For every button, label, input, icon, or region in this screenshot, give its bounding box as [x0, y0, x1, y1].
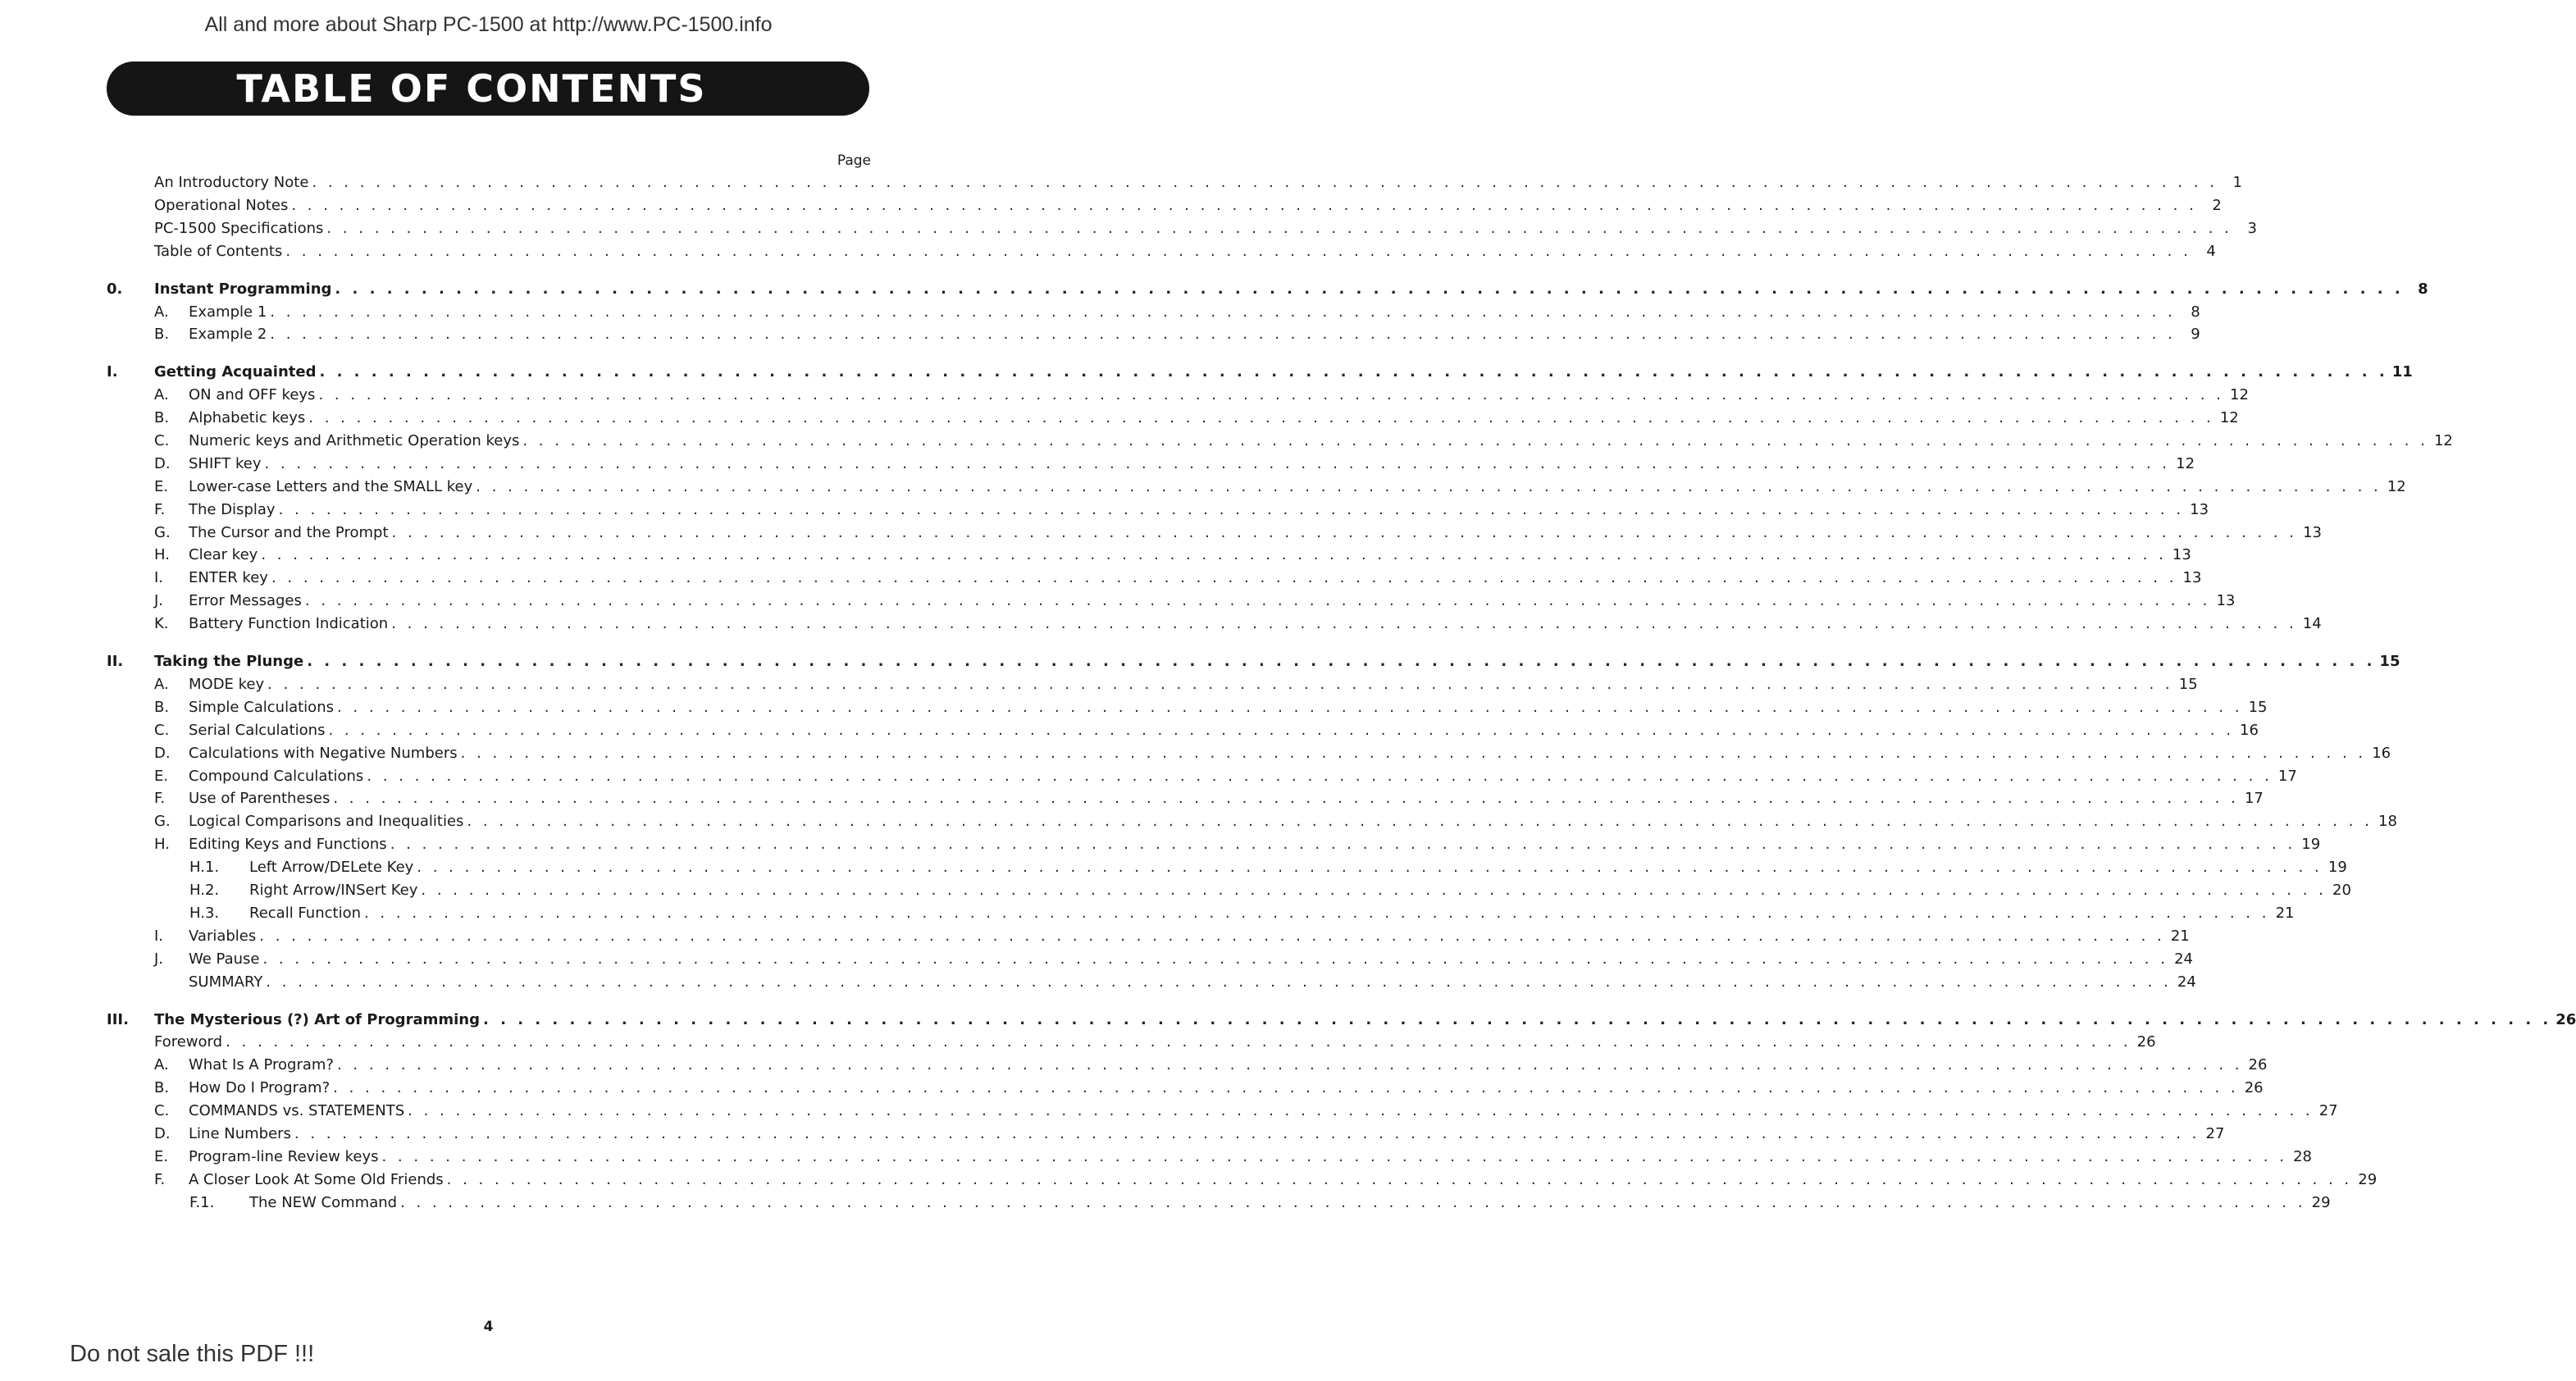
toc-entry-line: [154, 478, 2406, 499]
toc-entry-line: [154, 1056, 2268, 1078]
entry-letter: B.: [154, 699, 170, 716]
entry-label: Battery Function Indication: [189, 615, 389, 632]
entry-letter: F.1.: [189, 1194, 215, 1211]
entry-page: 4: [2206, 243, 2216, 260]
entry-page: 2: [2212, 197, 2222, 214]
toc-entry-line: [154, 197, 2222, 218]
entry-letter: C.: [154, 1102, 170, 1119]
entry-page: 26: [2248, 1056, 2268, 1073]
entry-label: An Introductory Note: [154, 174, 309, 191]
dot-leader: . . . . . . . . . . . . . . . . . . . . . . . . . . . . . . . . . . . . . . . . . . . . . . . . . . . . . . . . . . . . . . . . . . . . . . . . . . . . . . . . . . . . . . . . . . . . . . . . . . . . . . . . . . . . . . . . . . . . . . . .: [446, 1171, 2353, 1188]
entry-label: Error Messages: [189, 592, 302, 609]
dot-leader: . . . . . . . . . . . . . . . . . . . . . . . . . . . . . . . . . . . . . . . . . . . . . . . . . . . . . . . . . . . . . . . . . . . . . . . . . . . . . . . . . . . . . . . . . . . . . . . . . . . . . . . . . . . . . . . . . . . . . . . .: [367, 768, 2273, 785]
entry-page: 19: [2301, 836, 2321, 853]
toc-entry: [0, 836, 2321, 857]
dot-leader: . . . . . . . . . . . . . . . . . . . . . . . . . . . . . . . . . . . . . . . . . . . . . . . . . . . . . . . . . . . . . . . . . . . . . . . . . . . . . . . . . . . . . . . . . . . . . . . . . . . . . . . . . . . . . . . . . . . . . . . .: [408, 1102, 2314, 1119]
dot-leader: . . . . . . . . . . . . . . . . . . . . . . . . . . . . . . . . . . . . . . . . . . . . . . . . . . . . . . . . . . . . . . . . . . . . . . . . . . . . . . . . . . . . . . . . . . . . . . . . . . . . . . . . . . . . . . . . . . . . . . . .: [467, 813, 2373, 830]
toc-entry-line: [154, 1079, 2264, 1101]
entry-label: We Pause: [189, 950, 260, 968]
dot-leader: . . . . . . . . . . . . . . . . . . . . . . . . . . . . . . . . . . . . . . . . . . . . . . . . . . . . . . . . . . . . . . . . . . . . . . . . . . . . . . . . . . . . . . . . . . . . . . . . . . . . . . . . . . . . . . . . . . . . . . . .: [270, 303, 2176, 321]
toc-entry: [0, 546, 2191, 567]
entry-label: Operational Notes: [154, 197, 289, 214]
entry-letter: C.: [154, 432, 170, 449]
entry-label: The NEW Command: [249, 1194, 398, 1211]
entry-label: How Do I Program?: [189, 1079, 331, 1096]
toc-entry: [0, 928, 2190, 949]
entry-label: Simple Calculations: [189, 699, 334, 716]
toc-entry-line: [154, 928, 2190, 949]
dot-leader: . . . . . . . . . . . . . . . . . . . . . . . . . . . . . . . . . . . . . . . . . . . . . . . . . . . . . . . . . . . . . . . . . . . . . . . . . . . . . . . . . . . . . . . . . . . . . . . . . . . . . . . . . . . . . . . . . . . . . . . .: [226, 1033, 2131, 1051]
toc-entry: [0, 1125, 2225, 1146]
entry-letter: D.: [154, 745, 171, 762]
dot-leader: . . . . . . . . . . . . . . . . . . . . . . . . . . . . . . . . . . . . . . . . . . . . . . . . . . . . . . . . . . . . . . . . . . . . . . . . . . . . . . . . . . . . . . . . . . . . . . . . . . . . . . . . . . . . . . . . . . . . . . . .: [262, 950, 2168, 968]
toc-entry-line: [154, 813, 2397, 834]
toc-entry-line: [189, 859, 2347, 880]
toc-entry-line: [154, 1125, 2225, 1146]
toc-entry-line: [154, 303, 2200, 325]
dot-leader: . . . . . . . . . . . . . . . . . . . . . . . . . . . . . . . . . . . . . . . . . . . . . . . . . . . . . . . . . . . . . . . . . . . . . . . . . . . . . . . . . . . . . . . . . . . . . . . . . . . . . . . . . . . . . . . . . . . . . . . .: [278, 501, 2185, 518]
toc-entry-line: [154, 174, 2242, 195]
entry-letter: F.: [154, 501, 166, 518]
entry-letter: J.: [154, 950, 164, 968]
entry-letter: B.: [154, 1079, 170, 1096]
toc-entry: [0, 432, 2453, 453]
entry-letter: B.: [154, 409, 170, 426]
toc-entry: [0, 1011, 2576, 1032]
entry-label: PC-1500 Specifications: [154, 220, 324, 237]
toc-entry: [0, 1194, 2331, 1215]
entry-letter: I.: [154, 928, 164, 945]
entry-letter: G.: [154, 813, 171, 830]
toc-entry: [0, 973, 2196, 995]
entry-page: 28: [2293, 1148, 2312, 1165]
dot-leader: . . . . . . . . . . . . . . . . . . . . . . . . . . . . . . . . . . . . . . . . . . . . . . . . . . . . . . . . . . . . . . . . . . . . . . . . . . . . . . . . . . . . . . . . . . . . . . . . . . . . . . . . . . . . . . . . . . . . . . . .: [336, 1056, 2243, 1073]
toc-entry: [0, 768, 2297, 789]
toc-entry: [0, 501, 2209, 522]
toc-entry-line: [189, 1194, 2331, 1215]
entry-letter: C.: [154, 722, 170, 739]
section-number: III.: [107, 1011, 129, 1028]
entry-page: 16: [2372, 745, 2391, 762]
entry-page: 13: [2182, 569, 2202, 586]
entry-page: 24: [2174, 950, 2193, 968]
dot-leader: . . . . . . . . . . . . . . . . . . . . . . . . . . . . . . . . . . . . . . . . . . . . . . . . . . . . . . . . . . . . . . . . . . . . . . . . . . . . . . . . . . . . . . . . . . . . . . . . . . . . . . . . . . . . . . . . . . . . . . . .: [261, 546, 2167, 563]
entry-page: 29: [2358, 1171, 2378, 1188]
entry-page: 26: [2244, 1079, 2264, 1096]
toc-entry: [0, 1079, 2264, 1101]
toc-entry-line: [154, 280, 2428, 302]
entry-label: Numeric keys and Arithmetic Operation keys: [189, 432, 520, 449]
entry-label: Instant Programming: [154, 280, 332, 298]
dot-leader: . . . . . . . . . . . . . . . . . . . . . . . . . . . . . . . . . . . . . . . . . . . . . . . . . . . . . . . . . . . . . . . . . . . . . . . . . . . . . . . . . . . . . . . . . . . . . . . . . . . . . . . . . . . . . . . . . . . . . . . .: [476, 478, 2382, 495]
entry-page: 15: [2248, 699, 2268, 716]
entry-label: Foreword: [154, 1033, 223, 1051]
entry-page: 11: [2391, 363, 2413, 381]
toc-entry-line: [154, 615, 2322, 636]
toc-entry: [0, 676, 2198, 697]
dot-leader: . . . . . . . . . . . . . . . . . . . . . . . . . . . . . . . . . . . . . . . . . . . . . . . . . . . . . . . . . . . . . . . . . . . . . . . . . . . . . . . . . . . . . . . . . . . . . . . . . . . . . . . . . . . . . . . . . . . . . . . .: [308, 409, 2214, 426]
dot-leader: . . . . . . . . . . . . . . . . . . . . . . . . . . . . . . . . . . . . . . . . . . . . . . . . . . . . . . . . . . . . . . . . . . . . . . . . . . . . . . . . . . . . . . . . . . . . . . . . . . . . . . . . . . . . . . . . . . . . . . . .: [400, 1194, 2306, 1211]
site-banner: All and more about Sharp PC-1500 at http://www.PC-1500.info: [204, 13, 773, 36]
entry-letter: A.: [154, 1056, 169, 1073]
entry-label: Variables: [189, 928, 257, 945]
toc-entry-line: [154, 790, 2264, 811]
footer-notice: Do not sale this PDF !!!: [70, 1341, 315, 1367]
toc-entry: [0, 592, 2236, 613]
entry-page: 3: [2247, 220, 2257, 237]
entry-page: 21: [2275, 905, 2295, 922]
entry-label: A Closer Look At Some Old Friends: [189, 1171, 444, 1188]
toc-entry-line: [154, 546, 2191, 567]
toc-entry-line: [154, 699, 2268, 720]
entry-letter: K.: [154, 615, 169, 632]
entry-page: 18: [2378, 813, 2397, 830]
entry-label: Editing Keys and Functions: [189, 836, 387, 853]
toc-entry: [0, 1033, 2156, 1055]
dot-leader: . . . . . . . . . . . . . . . . . . . . . . . . . . . . . . . . . . . . . . . . . . . . . . . . . . . . . . . . . . . . . . . . . . . . . . . . . . . . . . . . . . . . . . . . . . . . . . . . . . . . . . . . . . . . . . . . . . . . . . . .: [522, 432, 2428, 449]
entry-page: 8: [2418, 280, 2428, 298]
entry-page: 13: [2216, 592, 2236, 609]
dot-leader: . . . . . . . . . . . . . . . . . . . . . . . . . . . . . . . . . . . . . . . . . . . . . . . . . . . . . . . . . . . . . . . . . . . . . . . . . . . . . . . . . . . . . . . . . . . . . . . . . . . . . . . . . . . . . . . . . . . . . . . .: [266, 973, 2172, 991]
section-number: 0.: [107, 280, 123, 298]
toc-entry-line: [189, 882, 2351, 903]
dot-leader: . . . . . . . . . . . . . . . . . . . . . . . . . . . . . . . . . . . . . . . . . . . . . . . . . . . . . . . . . . . . . . . . . . . . . . . . . . . . . . . . . . . . . . . . . . . . . . . . . . . . . . . . . . . . . . . . . . . . . . . .: [417, 859, 2323, 876]
entry-letter: H.3.: [189, 905, 220, 922]
toc-entry: [0, 243, 2216, 264]
toc-entry: [0, 1148, 2312, 1169]
toc-entry-line: [189, 905, 2295, 926]
toc-entry-line: [154, 722, 2259, 743]
dot-leader: . . . . . . . . . . . . . . . . . . . . . . . . . . . . . . . . . . . . . . . . . . . . . . . . . . . . . . . . . . . . . . . . . . . . . . . . . . . . . . . . . . . . . . . . . . . . . . . . . . . . . . . . . . . . . . . . . . . . . . . .: [390, 836, 2296, 853]
entry-label: Recall Function: [249, 905, 361, 922]
entry-letter: A.: [154, 676, 169, 693]
entry-page: 17: [2244, 790, 2264, 807]
entry-label: Example 2: [189, 326, 267, 343]
toc-entry: [0, 905, 2295, 926]
toc-entry: [0, 790, 2264, 811]
entry-page: 13: [2172, 546, 2191, 563]
dot-leader: . . . . . . . . . . . . . . . . . . . . . . . . . . . . . . . . . . . . . . . . . . . . . . . . . . . . . . . . . . . . . . . . . . . . . . . . . . . . . . . . . . . . . . . . . . . . . . . . . . . . . . . . . . . . . . . . . . . . . . . .: [270, 326, 2176, 343]
title-bar: [107, 62, 869, 116]
entry-letter: A.: [154, 303, 169, 321]
entry-label: What Is A Program?: [189, 1056, 334, 1073]
entry-letter: F.: [154, 790, 166, 807]
toc-entry: [0, 174, 2242, 195]
entry-letter: F.: [154, 1171, 166, 1188]
toc-entry-line: [154, 220, 2257, 241]
dot-leader: . . . . . . . . . . . . . . . . . . . . . . . . . . . . . . . . . . . . . . . . . . . . . . . . . . . . . . . . . . . . . . . . . . . . . . . . . . . . . . . . . . . . . . . . . . . . . . . . . . . . . . . . . . . . . . . . . . . . . . . .: [271, 569, 2177, 586]
page-title: TABLE OF CONTENTS: [236, 66, 707, 111]
dot-leader: . . . . . . . . . . . . . . . . . . . . . . . . . . . . . . . . . . . . . . . . . . . . . . . . . . . . . . . . . . . . . . . . . . . . . . . . . . . . . . . . . . . . . . . . . . . . . . . . . . . . . . . . . . . . . . . . . . . . . . . .: [328, 722, 2234, 739]
toc-entry: [0, 1171, 2378, 1192]
dot-leader: . . . . . . . . . . . . . . . . . . . . . . . . . . . . . . . . . . . . . . . . . . . . . . . . . . . . . . . . . . . . . . . . . . . . . . . . . . . . . . . . . . . . . . . . . . . . . . . . . . . . . . . . . . . . . . . . . . . . . . . .: [391, 615, 2297, 632]
toc-entry: [0, 455, 2195, 476]
toc-entry: [0, 615, 2322, 636]
toc-entry-line: [154, 1171, 2378, 1192]
dot-leader: . . . . . . . . . . . . . . . . . . . . . . . . . . . . . . . . . . . . . . . . . . . . . . . . . . . . . . . . . . . . . . . . . . . . . . . . . . . . . . . . . . . . . . . . . . . . . . . . . . . . . . . . . . . . . . . . . . . . . . . .: [267, 676, 2173, 693]
toc-entry-line: [154, 592, 2236, 613]
dot-leader: . . . . . . . . . . . . . . . . . . . . . . . . . . . . . . . . . . . . . . . . . . . . . . . . . . . . . . . . . . . . . . . . . . . . . . . . . . . . . . . . . . . . . . . . . . . . . . . . . . . . . . . . . . . . . . . . . . . . . . . .: [312, 174, 2218, 191]
toc-entry: [0, 722, 2259, 743]
entry-page: 1: [2232, 174, 2242, 191]
entry-label: The Mysterious (?) Art of Programming: [154, 1011, 480, 1028]
entry-letter: J.: [154, 592, 164, 609]
dot-leader: . . . . . . . . . . . . . . . . . . . . . . . . . . . . . . . . . . . . . . . . . . . . . . . . . . . . . . . . . . . . . . . . . . . . . . . . . . . . . . . . . . . . . . . . . . . . . . . . . . . . . . . . . . . . . . . . . . . . . . . .: [291, 197, 2197, 214]
dot-leader: . . . . . . . . . . . . . . . . . . . . . . . . . . . . . . . . . . . . . . . . . . . . . . . . . . . . . . . . . . . . . . . . . . . . . . . . . . . . . . . . . . . . . . . . . . . . . . . . . . . . . . . . . . . . . . . . . . . . . . . .: [264, 455, 2171, 472]
entry-page: 14: [2302, 615, 2322, 632]
entry-page: 15: [2178, 676, 2198, 693]
entry-label: Program-line Review keys: [189, 1148, 379, 1165]
dot-leader: . . . . . . . . . . . . . . . . . . . . . . . . . . . . . . . . . . . . . . . . . . . . . . . . . . . . . . . . . . . . . . . . . . . . . . . . . . . . . . . . . . . . . . . . . . . . . . . . . . . . . . . . . . . . . . . . . . . . . . . .: [326, 220, 2232, 237]
page-number: 4: [483, 1319, 494, 1335]
entry-page: 20: [2332, 882, 2351, 899]
dot-leader: . . . . . . . . . . . . . . . . . . . . . . . . . . . . . . . . . . . . . . . . . . . . . . . . . . . . . . . . . . . . . . . . . . . . . . . . . . . . . . . . . . . . . . . . . . . . . . . . . . . . . . . . . . . . . . . . . . . . . . . .: [482, 1011, 2552, 1028]
entry-label: COMMANDS vs. STATEMENTS: [189, 1102, 405, 1119]
entry-letter: E.: [154, 768, 169, 785]
entry-label: Serial Calculations: [189, 722, 326, 739]
entry-letter: G.: [154, 524, 171, 541]
toc-entry-line: [154, 386, 2249, 408]
toc-entry-line: [154, 243, 2216, 264]
entry-letter: D.: [154, 455, 171, 472]
toc-entry-line: [154, 973, 2196, 995]
entry-page: 17: [2277, 768, 2297, 785]
entry-page: 27: [2318, 1102, 2338, 1119]
dot-leader: . . . . . . . . . . . . . . . . . . . . . . . . . . . . . . . . . . . . . . . . . . . . . . . . . . . . . . . . . . . . . . . . . . . . . . . . . . . . . . . . . . . . . . . . . . . . . . . . . . . . . . . . . . . . . . . . . . . . . . . .: [318, 386, 2224, 403]
entry-page: 9: [2191, 326, 2200, 343]
dot-leader: . . . . . . . . . . . . . . . . . . . . . . . . . . . . . . . . . . . . . . . . . . . . . . . . . . . . . . . . . . . . . . . . . . . . . . . . . . . . . . . . . . . . . . . . . . . . . . . . . . . . . . . . . . . . . . . . . . . . . . . .: [421, 882, 2327, 899]
toc-entry: [0, 524, 2322, 545]
dot-leader: . . . . . . . . . . . . . . . . . . . . . . . . . . . . . . . . . . . . . . . . . . . . . . . . . . . . . . . . . . . . . . . . . . . . . . . . . . . . . . . . . . . . . . . . . . . . . . . . . . . . . . . . . . . . . . . . . . . . . . . .: [333, 1079, 2239, 1096]
toc-entry-line: [154, 1148, 2312, 1169]
dot-leader: . . . . . . . . . . . . . . . . . . . . . . . . . . . . . . . . . . . . . . . . . . . . . . . . . . . . . . . . . . . . . . . . . . . . . . . . . . . . . . . . . . . . . . . . . . . . . . . . . . . . . . . . . . . . . . . . . . . . . . . .: [294, 1125, 2200, 1142]
entry-letter: E.: [154, 1148, 169, 1165]
toc-entry-line: [154, 409, 2239, 431]
entry-label: The Cursor and the Prompt: [189, 524, 389, 541]
toc-entry: [0, 303, 2200, 325]
toc-entry-line: [154, 768, 2297, 789]
entry-label: ENTER key: [189, 569, 268, 586]
dot-leader: . . . . . . . . . . . . . . . . . . . . . . . . . . . . . . . . . . . . . . . . . . . . . . . . . . . . . . . . . . . . . . . . . . . . . . . . . . . . . . . . . . . . . . . . . . . . . . . . . . . . . . . . . . . . . . . . . . . . . . . .: [333, 790, 2239, 807]
toc-entry-line: [154, 326, 2200, 347]
entry-page: 21: [2170, 928, 2190, 945]
entry-label: Logical Comparisons and Inequalities: [189, 813, 464, 830]
entry-label: Use of Parentheses: [189, 790, 331, 807]
entry-page: 13: [2303, 524, 2322, 541]
entry-letter: H.2.: [189, 882, 220, 899]
entry-letter: E.: [154, 478, 169, 495]
dot-leader: . . . . . . . . . . . . . . . . . . . . . . . . . . . . . . . . . . . . . . . . . . . . . . . . . . . . . . . . . . . . . . . . . . . . . . . . . . . . . . . . . . . . . . . . . . . . . . . . . . . . . . . . . . . . . . . . . . . . . . . .: [363, 905, 2270, 922]
entry-letter: H.1.: [189, 859, 220, 876]
toc-entry-line: [154, 524, 2322, 545]
toc-entry: [0, 882, 2351, 903]
toc-entry-line: [154, 455, 2195, 476]
dot-leader: . . . . . . . . . . . . . . . . . . . . . . . . . . . . . . . . . . . . . . . . . . . . . . . . . . . . . . . . . . . . . . . . . . . . . . . . . . . . . . . . . . . . . . . . . . . . . . . . . . . . . . . . . . . . . . . . . . . . . . . .: [381, 1148, 2287, 1165]
toc-entry: [0, 699, 2268, 720]
entry-label: MODE key: [189, 676, 265, 693]
toc-entry-line: [154, 569, 2202, 590]
dot-leader: . . . . . . . . . . . . . . . . . . . . . . . . . . . . . . . . . . . . . . . . . . . . . . . . . . . . . . . . . . . . . . . . . . . . . . . . . . . . . . . . . . . . . . . . . . . . . . . . . . . . . . . . . . . . . . . . . . . . . . . .: [460, 745, 2367, 762]
entry-label: Example 1: [189, 303, 267, 321]
entry-label: SUMMARY: [189, 973, 263, 991]
entry-letter: H.: [154, 836, 170, 853]
dot-leader: . . . . . . . . . . . . . . . . . . . . . . . . . . . . . . . . . . . . . . . . . . . . . . . . . . . . . . . . . . . . . . . . . . . . . . . . . . . . . . . . . . . . . . . . . . . . . . . . . . . . . . . . . . . . . . . . . . . . . . . .: [285, 243, 2191, 260]
entry-label: Right Arrow/INSert Key: [249, 882, 418, 899]
toc-entry: [0, 326, 2200, 347]
entry-page: 15: [2379, 653, 2400, 670]
toc-entry: [0, 653, 2400, 674]
entry-label: Clear key: [189, 546, 258, 563]
dot-leader: . . . . . . . . . . . . . . . . . . . . . . . . . . . . . . . . . . . . . . . . . . . . . . . . . . . . . . . . . . . . . . . . . . . . . . . . . . . . . . . . . . . . . . . . . . . . . . . . . . . . . . . . . . . . . . . . . . . . . . . .: [304, 592, 2211, 609]
entry-page: 8: [2191, 303, 2200, 321]
toc-entry: [0, 363, 2413, 385]
entry-page: 16: [2240, 722, 2259, 739]
toc-entry: [0, 950, 2193, 972]
entry-letter: B.: [154, 326, 170, 343]
entry-page: 12: [2176, 455, 2195, 472]
toc-entry-line: [154, 745, 2391, 766]
toc-entry: [0, 813, 2397, 834]
entry-page: 27: [2205, 1125, 2225, 1142]
toc-entry: [0, 197, 2222, 218]
entry-label: Line Numbers: [189, 1125, 291, 1142]
toc-entry: [0, 1056, 2268, 1078]
entry-page: 12: [2433, 432, 2453, 449]
entry-page: 12: [2219, 409, 2239, 426]
entry-label: Alphabetic keys: [189, 409, 306, 426]
entry-label: ON and OFF keys: [189, 386, 316, 403]
dot-leader: . . . . . . . . . . . . . . . . . . . . . . . . . . . . . . . . . . . . . . . . . . . . . . . . . . . . . . . . . . . . . . . . . . . . . . . . . . . . . . . . . . . . . . . . . . . . . . . . . . . . . . . . . . . . . . . . . . . . . . . .: [307, 653, 2376, 670]
toc-entry-line: [154, 432, 2453, 453]
dot-leader: . . . . . . . . . . . . . . . . . . . . . . . . . . . . . . . . . . . . . . . . . . . . . . . . . . . . . . . . . . . . . . . . . . . . . . . . . . . . . . . . . . . . . . . . . . . . . . . . . . . . . . . . . . . . . . . . . . . . . . . .: [259, 928, 2165, 945]
dot-leader: . . . . . . . . . . . . . . . . . . . . . . . . . . . . . . . . . . . . . . . . . . . . . . . . . . . . . . . . . . . . . . . . . . . . . . . . . . . . . . . . . . . . . . . . . . . . . . . . . . . . . . . . . . . . . . . . . . . . . . . .: [336, 699, 2243, 716]
entry-page: 24: [2177, 973, 2196, 991]
toc-entry: [0, 220, 2257, 241]
toc-entry: [0, 478, 2406, 499]
toc-entry-line: [154, 950, 2193, 972]
entry-label: Calculations with Negative Numbers: [189, 745, 458, 762]
dot-leader: . . . . . . . . . . . . . . . . . . . . . . . . . . . . . . . . . . . . . . . . . . . . . . . . . . . . . . . . . . . . . . . . . . . . . . . . . . . . . . . . . . . . . . . . . . . . . . . . . . . . . . . . . . . . . . . . . . . . . . . .: [335, 280, 2404, 298]
entry-label: Lower-case Letters and the SMALL key: [189, 478, 473, 495]
entry-label: The Display: [189, 501, 276, 518]
dot-leader: . . . . . . . . . . . . . . . . . . . . . . . . . . . . . . . . . . . . . . . . . . . . . . . . . . . . . . . . . . . . . . . . . . . . . . . . . . . . . . . . . . . . . . . . . . . . . . . . . . . . . . . . . . . . . . . . . . . . . . . .: [391, 524, 2297, 541]
toc-entry: [0, 386, 2249, 408]
toc-entry: [0, 569, 2202, 590]
entry-label: SHIFT key: [189, 455, 262, 472]
toc-entry-line: [154, 676, 2198, 697]
toc-entry-line: [154, 836, 2321, 857]
toc-entry: [0, 1102, 2338, 1123]
entry-page: 12: [2230, 386, 2249, 403]
toc-entry: [0, 859, 2347, 880]
section-number: I.: [107, 363, 118, 381]
entry-page: 19: [2328, 859, 2347, 876]
entry-letter: I.: [154, 569, 164, 586]
entry-page: 13: [2190, 501, 2209, 518]
toc-entry: [0, 409, 2239, 431]
toc-entry-line: [154, 653, 2400, 674]
entry-label: Left Arrow/DELete Key: [249, 859, 414, 876]
entry-page: 12: [2387, 478, 2406, 495]
dot-leader: . . . . . . . . . . . . . . . . . . . . . . . . . . . . . . . . . . . . . . . . . . . . . . . . . . . . . . . . . . . . . . . . . . . . . . . . . . . . . . . . . . . . . . . . . . . . . . . . . . . . . . . . . . . . . . . . . . . . . . . .: [319, 363, 2388, 381]
entry-label: Table of Contents: [154, 243, 283, 260]
entry-label: Getting Acquainted: [154, 363, 317, 381]
entry-page: 26: [2555, 1011, 2576, 1028]
toc-entry: [0, 280, 2428, 302]
toc-entry-line: [154, 1011, 2576, 1032]
toc-entry-line: [154, 1033, 2156, 1055]
entry-page: 26: [2136, 1033, 2156, 1051]
entry-letter: D.: [154, 1125, 171, 1142]
toc-entry-line: [154, 363, 2413, 385]
toc-entry-line: [154, 1102, 2338, 1123]
entry-label: Taking the Plunge: [154, 653, 304, 670]
toc-entry-line: [154, 501, 2209, 522]
entry-letter: A.: [154, 386, 169, 403]
entry-label: Compound Calculations: [189, 768, 364, 785]
toc-entry: [0, 745, 2391, 766]
page-column-header: Page: [837, 153, 871, 169]
entry-letter: H.: [154, 546, 170, 563]
entry-page: 29: [2311, 1194, 2331, 1211]
section-number: II.: [107, 653, 124, 670]
